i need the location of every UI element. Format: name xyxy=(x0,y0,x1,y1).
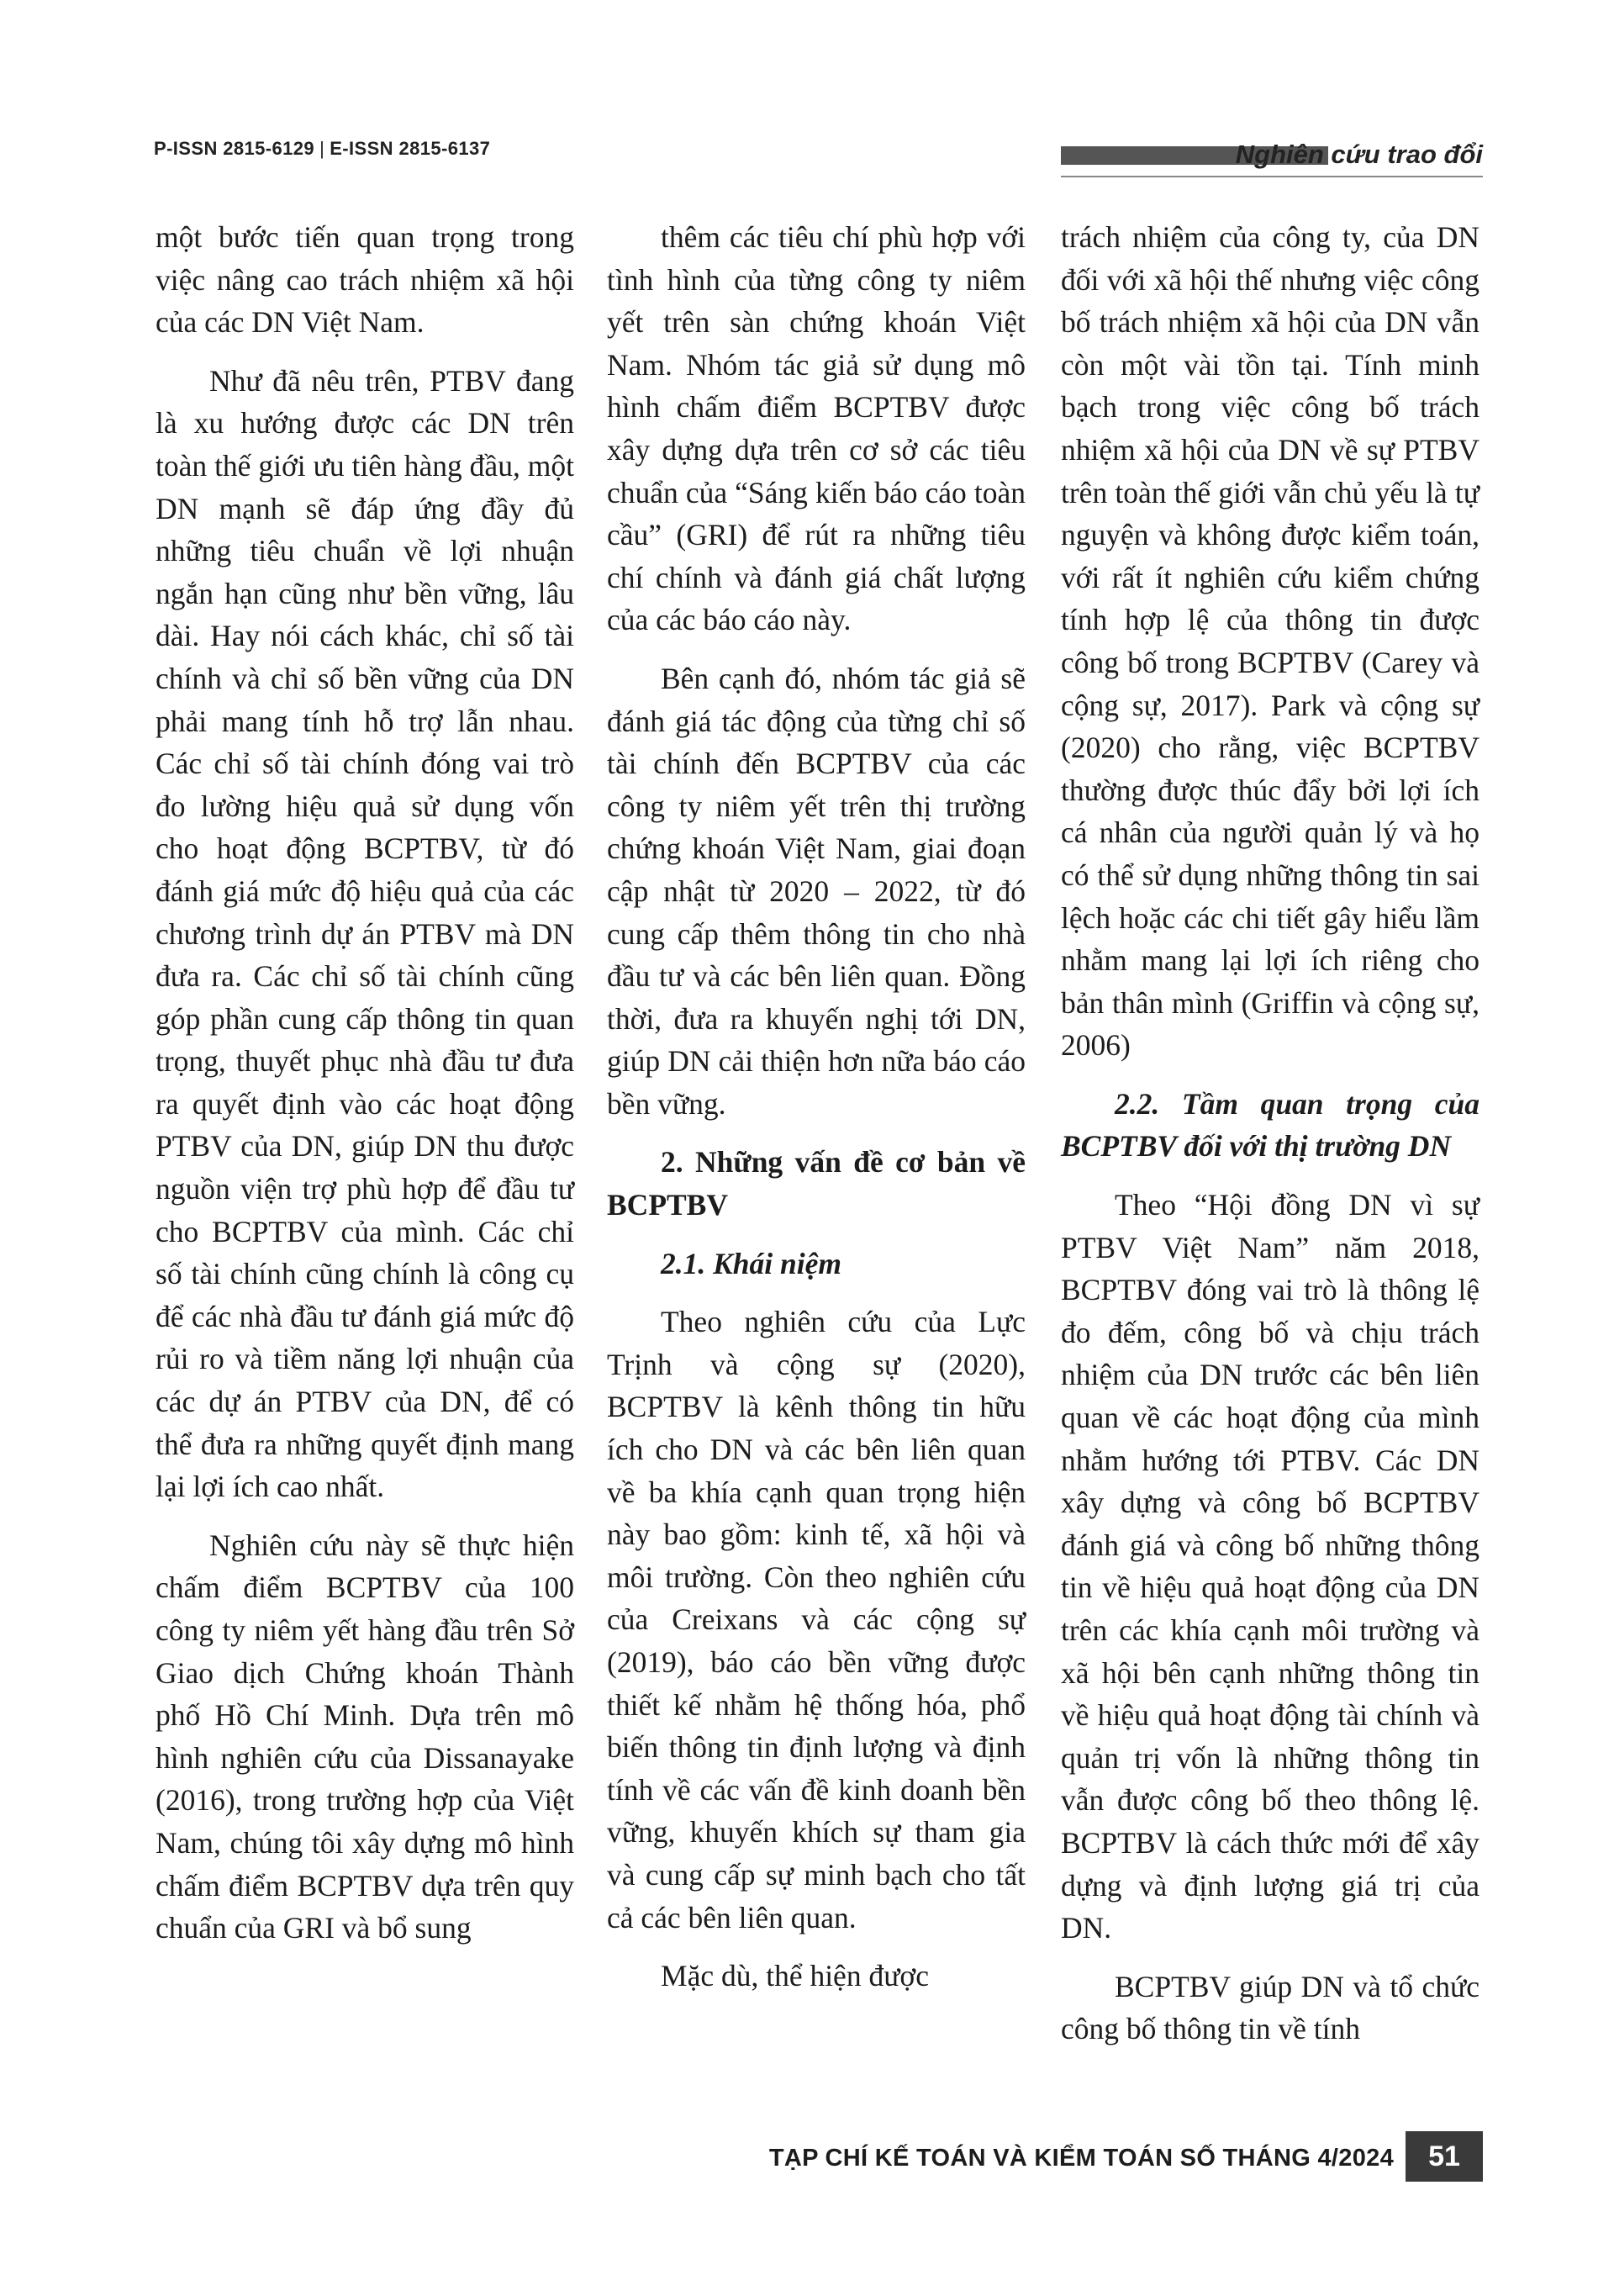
journal-title: TẠP CHÍ KẾ TOÁN VÀ KIỂM TOÁN SỐ THÁNG 4/2024 xyxy=(768,2145,1394,2172)
paragraph: Mặc dù, thể hiện được xyxy=(661,1959,929,1993)
section-heading: 2. Những vấn đề cơ bản về BCPTBV xyxy=(607,1145,1026,1222)
page-number: 51 xyxy=(1406,2131,1483,2182)
issn-electronic: E-ISSN 2815-6137 xyxy=(330,138,491,159)
paragraph: một bước tiến quan trọng trong việc nâng cao trách nhiệm xã hội của các DN Việt Nam. xyxy=(156,220,574,340)
paragraph: Theo nghiên cứu của Lực Trịnh và cộng sự (2020), BCPTBV là kênh thông tin hữu ích cho DN và các bên liên quan về ba khía cạnh quan trọng hiện này bao gồm: kinh tế, xã hội và môi trường. Còn theo nghiên cứu của Creixans và các cộng sự (2019), báo cáo bền vững được thiết kế nhằm hệ thống hóa, phổ biến thông tin định lượng và định tính về các vấn đề kinh doanh bền vững, khuyến khích sự tham gia và cung cấp sự minh bạch cho tất cả các bên liên quan. xyxy=(607,1305,1026,1934)
paragraph: Nghiên cứu này sẽ thực hiện chấm điểm BCPTBV của 100 công ty niêm yết hàng đầu trên Sở Giao dịch Chứng khoán Thành phố Hồ Chí Minh. Dựa trên mô hình nghiên cứu của Dissanayake (2016), trong trường hợp của Việt Nam, chúng tôi xây dựng mô hình chấm điểm BCPTBV dựa trên quy chuẩn của GRI và bổ sung xyxy=(156,1528,574,1945)
paragraph: Theo “Hội đồng DN vì sự PTBV Việt Nam” năm 2018, BCPTBV đóng vai trò là thông lệ đo đếm, công bố và chịu trách nhiệm của DN trước các bên liên quan về các hoạt động của mình nhằm hướng tới PTBV. Các DN xây dựng và công bố BCPTBV đánh giá và công bố những thông tin về hiệu quả hoạt động của DN trên các khía cạnh môi trường và xã hội bên cạnh những thông tin về hiệu quả hoạt động tài chính và quản trị vốn là những thông tin vẫn được công bố theo thông lệ. BCPTBV là cách thức mới để xây dựng và định lượng giá trị của DN. xyxy=(1061,1188,1480,1945)
text-column-2 xyxy=(607,216,1026,1998)
subsection-heading: 2.1. Khái niệm xyxy=(661,1246,842,1280)
section-header-rule xyxy=(1061,176,1483,177)
paragraph: thêm các tiêu chí phù hợp với tình hình của từng công ty niêm yết trên sàn chứng khoán Việt Nam. Nhóm tác giả sử dụng mô hình chấm điểm BCPTBV được xây dựng dựa trên cơ sở các tiêu chuẩn của “Sáng kiến báo cáo toàn cầu” (GRI) để rút ra những tiêu chí chính và đánh giá chất lượng của các báo cáo này. xyxy=(607,220,1026,637)
section-header xyxy=(1061,133,1483,185)
issn-print: P-ISSN 2815-6129 xyxy=(154,138,315,159)
text-column-3 xyxy=(1061,216,1480,2051)
issn-separator: | xyxy=(319,138,325,159)
subsection-heading: 2.2. Tầm quan trọng của BCPTBV đối với thị trường DN xyxy=(1061,1086,1480,1164)
paragraph: trách nhiệm của công ty, của DN đối với xã hội thế nhưng việc công bố trách nhiệm xã hội của DN vẫn còn một vài tồn tại. Tính minh bạch trong việc công bố trách nhiệm xã hội của DN về sự PTBV trên toàn thế giới vẫn chủ yếu là tự nguyện và không được kiểm toán, với rất ít nghiên cứu kiểm chứng tính hợp lệ của thông tin được công bố trong BCPTBV (Carey và cộng sự, 2017). Park và cộng sự (2020) cho rằng, việc BCPTBV thường được thúc đẩy bởi lợi ích cá nhân của người quản lý và họ có thể sử dụng những thông tin sai lệch hoặc các chi tiết gây hiểu lầm nhằm mang lại lợi ích riêng cho bản thân mình (Griffin và cộng sự, 2006) xyxy=(1061,220,1480,1063)
paragraph: Bên cạnh đó, nhóm tác giả sẽ đánh giá tác động của từng chỉ số tài chính đến BCPTBV của các công ty niêm yết trên thị trường chứng khoán Việt Nam, giai đoạn cập nhật từ 2020 – 2022, từ đó cung cấp thêm thông tin cho nhà đầu tư và các bên liên quan. Đồng thời, đưa ra khuyến nghị tới DN, giúp DN cải thiện hơn nữa báo cáo bền vững. xyxy=(607,661,1026,1121)
issn-line xyxy=(154,138,490,160)
section-title: Nghiên cứu trao đổi xyxy=(1235,140,1483,169)
paragraph: Như đã nêu trên, PTBV đang là xu hướng được các DN trên toàn thế giới ưu tiên hàng đầu, một DN mạnh sẽ đáp ứng đầy đủ những tiêu chuẩn về lợi nhuận ngắn hạn cũng như bền vững, lâu dài. Hay nói cách khác, chỉ số tài chính và chỉ số bền vững của DN phải mang tính hỗ trợ lẫn nhau. Các chỉ số tài chính đóng vai trò đo lường hiệu quả sử dụng vốn cho hoạt động BCPTBV, từ đó đánh giá mức độ hiệu quả của các chương trình dự án PTBV mà DN đưa ra. Các chỉ số tài chính cũng góp phần cung cấp thông tin quan trọng, thuyết phục nhà đầu tư đưa ra quyết định vào các hoạt động PTBV của DN, giúp DN thu được nguồn viện trợ phù hợp để đầu tư cho BCPTBV của mình. Các chỉ số tài chính cũng chính là công cụ để các nhà đầu tư đánh giá mức độ rủi ro và tiềm năng lợi nhuận của các dự án PTBV của DN, để có thể đưa ra những quyết định mang lại lợi ích cao nhất. xyxy=(156,363,574,1504)
text-column-1 xyxy=(156,216,574,1950)
paragraph: BCPTBV giúp DN và tổ chức công bố thông tin về tính xyxy=(1061,1969,1480,2046)
